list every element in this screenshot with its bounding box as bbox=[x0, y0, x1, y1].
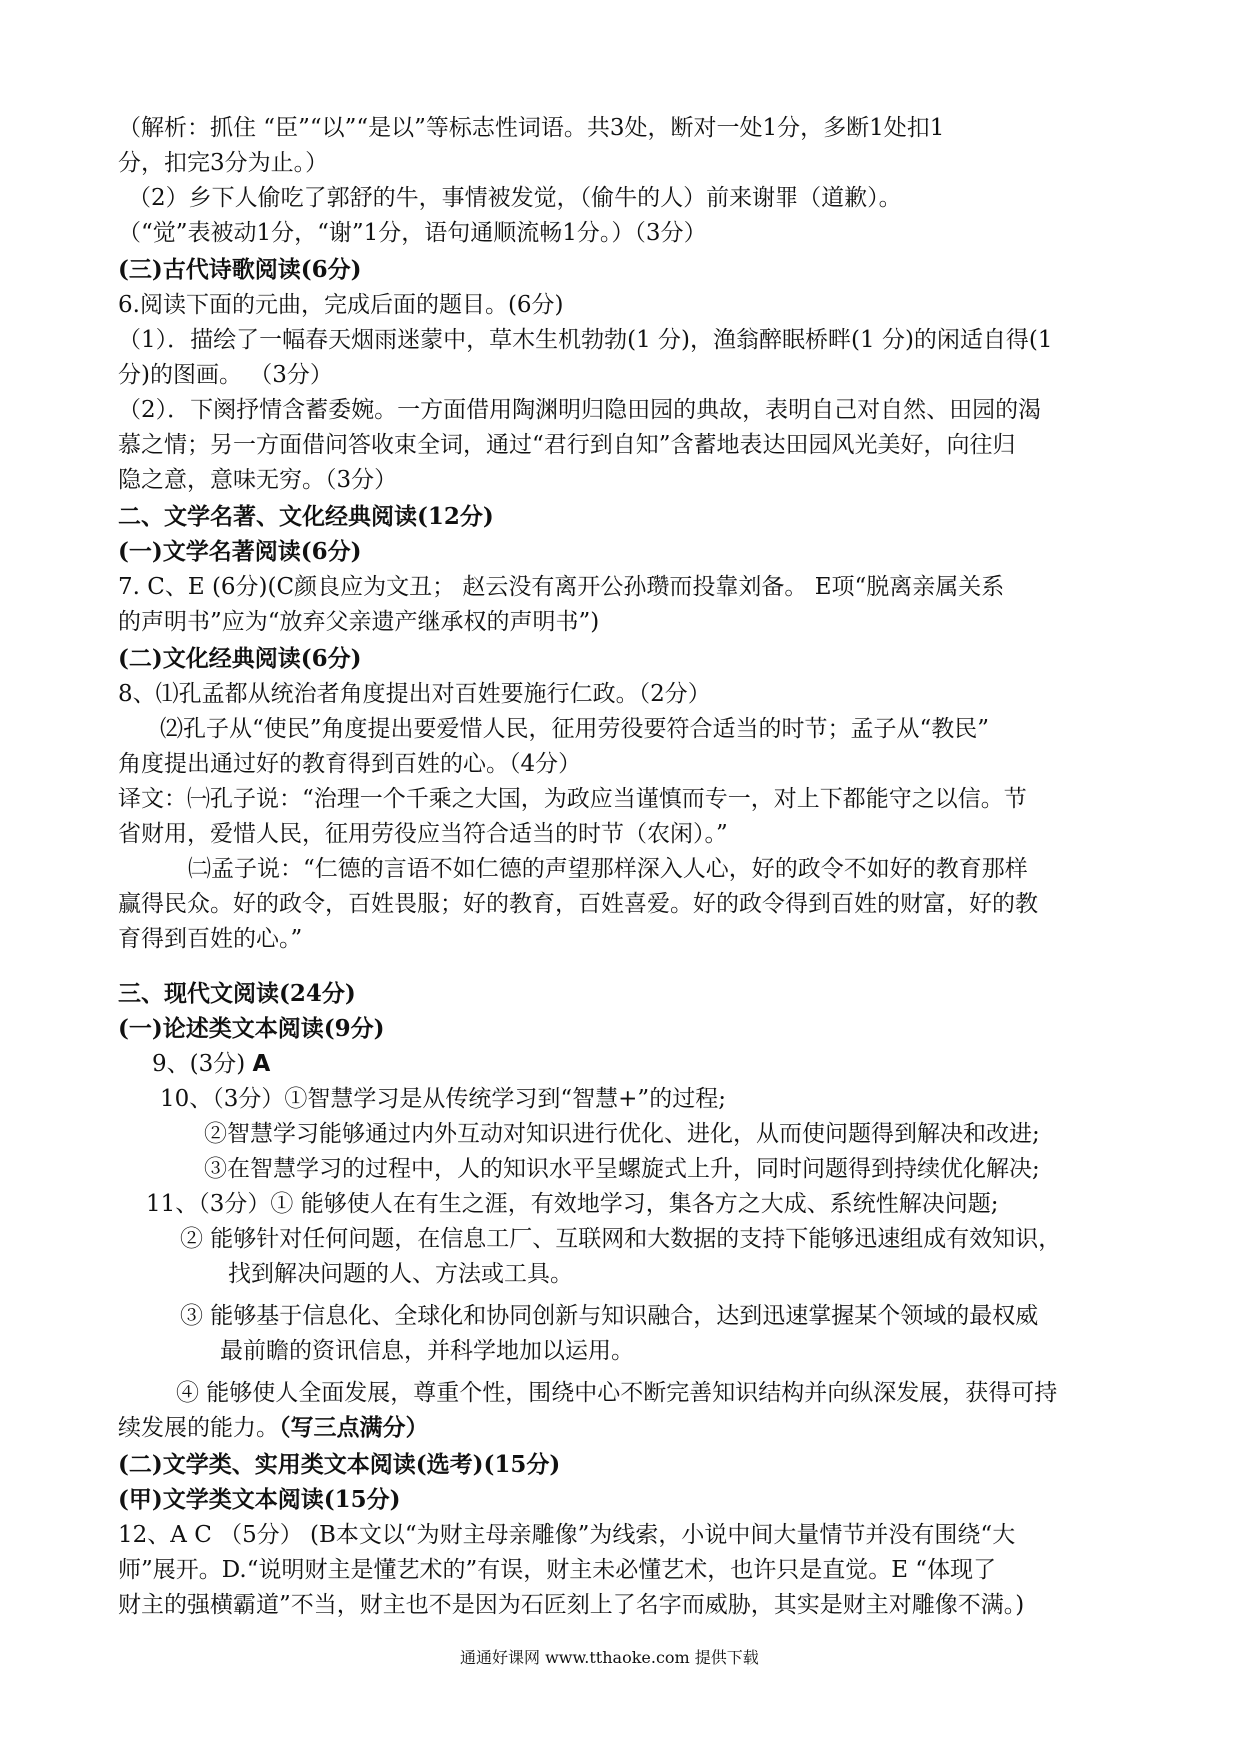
text-line: （解析：抓住 “臣”“以”“是以”等标志性词语。共3处，断对一处1分，多断1处扣1 bbox=[118, 115, 945, 141]
footer-text: 通通好课网 www.tthaoke.com 提供下载 bbox=[460, 1648, 759, 1667]
question-6: 6.阅读下面的元曲，完成后面的题目。(6分) bbox=[118, 292, 564, 318]
translation-1: 译文：㈠孔子说：“治理一个千乘之大国，为政应当谨慎而专一，对上下都能守之以信。节 bbox=[118, 786, 1027, 812]
text-line: 赢得民众。好的政令，百姓畏服；好的教育，百姓喜爱。好的政令得到百姓的财富，好的教 bbox=[118, 891, 1038, 917]
text-line: 省财用，爱惜人民，征用劳役应当符合适当的时节（农闲）。” bbox=[118, 821, 728, 847]
text-line: 财主的强横霸道”不当，财主也不是因为石匠刻上了名字而威胁，其实是财主对雕像不满。) bbox=[118, 1592, 1025, 1618]
text-line: 育得到百姓的心。” bbox=[118, 926, 303, 952]
question-11: 11、（3分）① 能够使人在有生之涯，有效地学习，集各方之大成、系统性解决问题; bbox=[146, 1191, 999, 1217]
scoring-note: （写三点满分） bbox=[279, 1414, 429, 1441]
text-line: 的声明书”应为“放弃父亲遗产继承权的声明书”) bbox=[118, 609, 600, 635]
text-line: （1）．描绘了一幅春天烟雨迷蒙中，草木生机勃勃(1 分)，渔翁醉眠桥畔(1 分)的闲适自得(1 bbox=[118, 327, 1053, 353]
text-line: ③ 能够基于信息化、全球化和协同创新与知识融合，达到迅速掌握某个领域的最权威 bbox=[180, 1303, 1039, 1329]
translation-2: ㈡孟子说：“仁德的言语不如仁德的声望那样深入人心，好的政令不如好的教育那样 bbox=[188, 856, 1028, 882]
section-heading: (二)文化经典阅读(6分) bbox=[118, 645, 362, 672]
section-heading: (三)古代诗歌阅读(6分) bbox=[118, 256, 362, 283]
section-heading: (一)论述类文本阅读(9分) bbox=[118, 1015, 385, 1042]
text-line: 角度提出通过好的教育得到百姓的心。（4分） bbox=[118, 751, 582, 777]
text-line: ②智慧学习能够通过内外互动对知识进行优化、进化，从而使问题得到解决和改进; bbox=[204, 1121, 1040, 1147]
question-9 bbox=[152, 1048, 270, 1080]
text-line: 慕之情；另一方面借问答收束全词，通过“君行到自知”含蓄地表达田园风光美好，向往归 bbox=[118, 432, 1016, 458]
section-heading: 二、文学名著、文化经典阅读(12分) bbox=[118, 503, 494, 530]
text-line bbox=[118, 1412, 429, 1444]
text-line: ③在智慧学习的过程中，人的知识水平呈螺旋式上升，同时问题得到持续优化解决; bbox=[204, 1156, 1040, 1182]
answer-a: A bbox=[252, 1051, 271, 1077]
text-line: ⑵孔子从“使民”角度提出要爱惜人民，征用劳役要符合适当的时节；孟子从“教民” bbox=[160, 716, 990, 742]
text-line: （“觉”表被动1分，“谢”1分，语句通顺流畅1分。）（3分） bbox=[118, 220, 707, 246]
text-line: ④ 能够使人全面发展，尊重个性，围绕中心不断完善知识结构并向纵深发展，获得可持 bbox=[176, 1380, 1058, 1406]
text-line: ② 能够针对任何问题，在信息工厂、互联网和大数据的支持下能够迅速组成有效知识， bbox=[180, 1226, 1062, 1252]
text-line: 隐之意，意味无穷。（3分） bbox=[118, 467, 398, 493]
text-line: 师”展开。D.“说明财主是懂艺术的”有误，财主未必懂艺术，也许只是直觉。E “体现了 bbox=[118, 1557, 997, 1583]
text-segment: 续发展的能力。 bbox=[118, 1415, 279, 1441]
text-line: 分，扣完3分为止。） bbox=[118, 150, 329, 176]
text-line: 最前瞻的资讯信息，并科学地加以运用。 bbox=[220, 1338, 634, 1364]
text-line: 分)的图画。 （3分） bbox=[118, 362, 333, 388]
question-8: 8、⑴孔孟都从统治者角度提出对百姓要施行仁政。（2分） bbox=[118, 681, 711, 707]
section-heading: 三、现代文阅读(24分) bbox=[118, 980, 356, 1007]
question-10: 10、（3分）①智慧学习是从传统学习到“智慧+”的过程; bbox=[160, 1086, 726, 1112]
question-9-label: 9、(3分) bbox=[152, 1051, 246, 1077]
section-heading: (一)文学名著阅读(6分) bbox=[118, 538, 362, 565]
text-line: （2）．下阕抒情含蓄委婉。一方面借用陶渊明归隐田园的典故，表明自己对自然、田园的渴 bbox=[118, 397, 1042, 423]
section-heading: (甲)文学类文本阅读(15分) bbox=[118, 1486, 401, 1513]
section-heading: (二)文学类、实用类文本阅读(选考)(15分) bbox=[118, 1451, 561, 1478]
text-line: 找到解决问题的人、方法或工具。 bbox=[228, 1261, 573, 1287]
question-7: 7. C、E (6分)(C颜良应为文丑； 赵云没有离开公孙瓒而投靠刘备。 E项“脱离亲属关系 bbox=[118, 574, 1005, 600]
text-line: （2）乡下人偷吃了郭舒的牛，事情被发觉，（偷牛的人）前来谢罪（道歉）。 bbox=[128, 185, 902, 211]
question-12: 12、A C （5分） (B本文以“为财主母亲雕像”为线索，小说中间大量情节并没有围绕“大 bbox=[118, 1522, 1016, 1548]
